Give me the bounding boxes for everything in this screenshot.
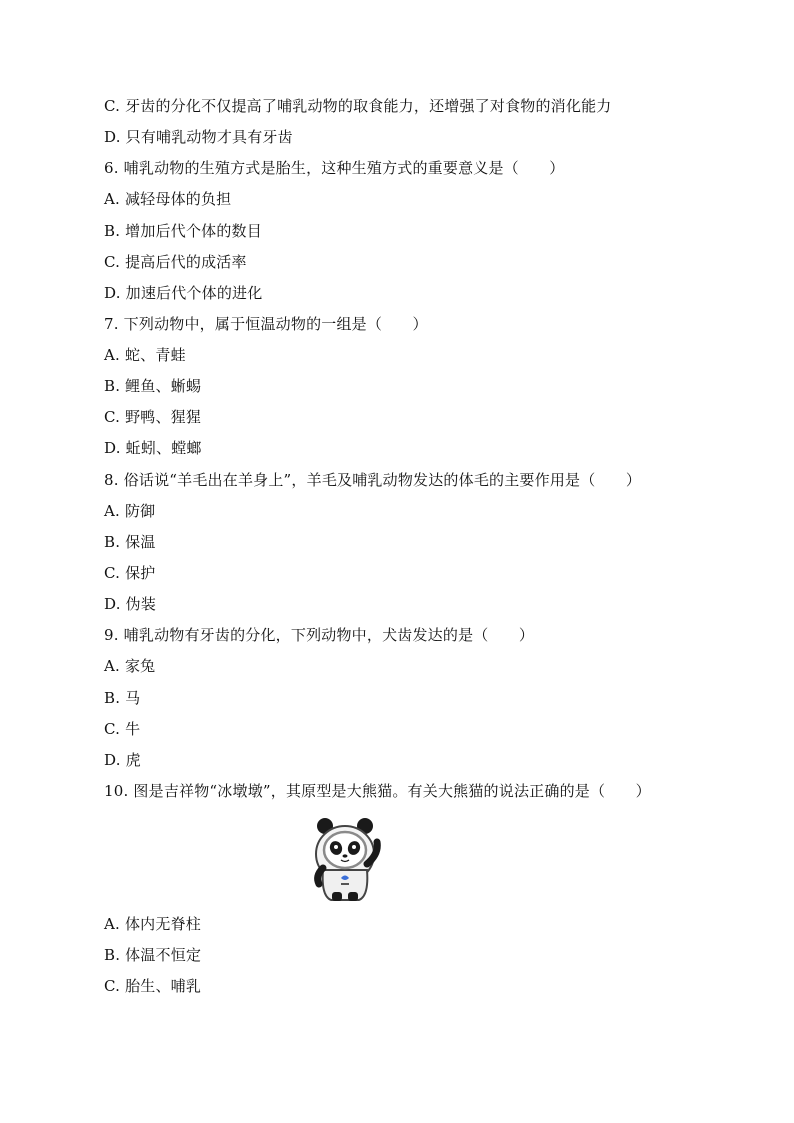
q9-option-d: D. 虎: [104, 751, 141, 769]
q10-option-b: B. 体温不恒定: [104, 946, 202, 964]
q9-option-c: C. 牛: [104, 720, 141, 738]
q10-option-a: A. 体内无脊柱: [104, 915, 201, 933]
panda-mascot-icon: [305, 812, 385, 902]
q7-option-c: C. 野鸭、猩猩: [104, 408, 202, 426]
q6-stem: 6. 哺乳动物的生殖方式是胎生，这种生殖方式的重要意义是（ ）: [104, 159, 565, 177]
q8-stem: 8. 俗话说“羊毛出在羊身上”，羊毛及哺乳动物发达的体毛的主要作用是（ ）: [104, 471, 642, 489]
q6-option-d: D. 加速后代个体的进化: [104, 284, 263, 302]
q10-stem: 10. 图是吉祥物“冰墩墩”，其原型是大熊猫。有关大熊猫的说法正确的是（ ）: [104, 782, 651, 800]
q10-option-c: C. 胎生、哺乳: [104, 977, 202, 995]
q6-option-c: C. 提高后代的成活率: [104, 253, 247, 271]
q9-stem: 9. 哺乳动物有牙齿的分化，下列动物中，犬齿发达的是（ ）: [104, 626, 535, 644]
q8-option-c: C. 保护: [104, 564, 156, 582]
q9-option-a: A. 家兔: [104, 657, 156, 675]
q9-option-b: B. 马: [104, 689, 141, 707]
q8-option-d: D. 伪装: [104, 595, 157, 613]
q7-option-b: B. 鲤鱼、蜥蜴: [104, 377, 202, 395]
q5-option-d: D. 只有哺乳动物才具有牙齿: [104, 128, 293, 146]
q7-option-d: D. 蚯蚓、螳螂: [104, 439, 202, 457]
q8-option-b: B. 保温: [104, 533, 156, 551]
q7-stem: 7. 下列动物中，属于恒温动物的一组是（ ）: [104, 315, 428, 333]
q8-option-a: A. 防御: [104, 502, 156, 520]
q5-option-c: C. 牙齿的分化不仅提高了哺乳动物的取食能力，还增强了对食物的消化能力: [104, 97, 612, 115]
q7-option-a: A. 蛇、青蛙: [104, 346, 186, 364]
q6-option-a: A. 减轻母体的负担: [104, 190, 232, 208]
q6-option-b: B. 增加后代个体的数目: [104, 222, 262, 240]
